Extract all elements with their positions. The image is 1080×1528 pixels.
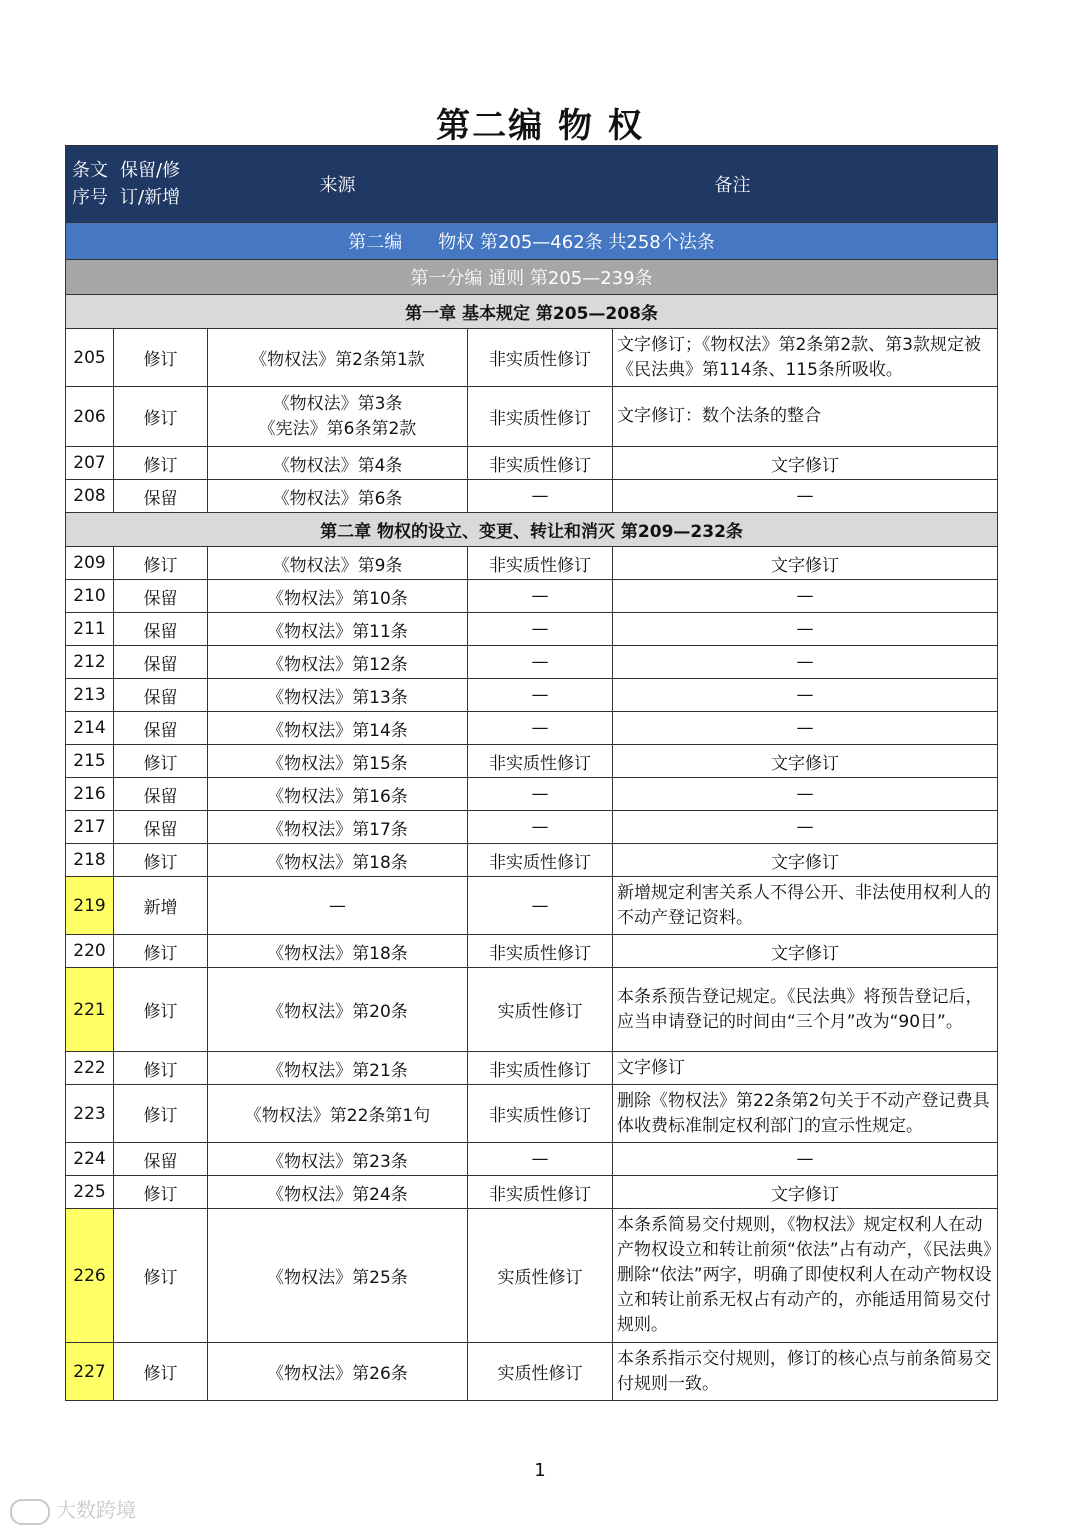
- row-num: 222: [66, 1052, 114, 1085]
- row-source: 《物权法》第11条: [208, 613, 468, 646]
- table-row: [66, 1085, 998, 1143]
- row-source: —: [208, 877, 468, 935]
- table-row: [66, 329, 998, 387]
- row-source: 《物权法》第9条: [208, 547, 468, 580]
- row-source: 《物权法》第21条: [208, 1052, 468, 1085]
- row-num: 208: [66, 480, 114, 513]
- row-source: 《物权法》第16条: [208, 778, 468, 811]
- row-status: 修订: [114, 935, 208, 968]
- row-note: 文字修订: [613, 447, 998, 480]
- row-note: 删除《物权法》第22条第2句关于不动产登记费具体收费标准制定权利部门的宣示性规定。: [613, 1085, 998, 1143]
- row-note: —: [613, 778, 998, 811]
- part-label: 第二编 物权 第205—462条 共258个法条: [66, 223, 998, 260]
- row-type: 非实质性修订: [468, 745, 613, 778]
- watermark-text: 大数跨境: [56, 1498, 136, 1522]
- row-note: 本条系预告登记规定。《民法典》将预告登记后，应当申请登记的时间由“三个月”改为“90日”。: [613, 968, 998, 1052]
- row-source: 《物权法》第6条: [208, 480, 468, 513]
- row-type: 非实质性修订: [468, 547, 613, 580]
- row-source: 《物权法》第20条: [208, 968, 468, 1052]
- row-source: [208, 387, 468, 447]
- row-status: 修订: [114, 745, 208, 778]
- row-num: 209: [66, 547, 114, 580]
- table-row: [66, 877, 998, 935]
- row-source-line: 《宪法》第6条第2款: [258, 418, 417, 439]
- row-status: 保留: [114, 613, 208, 646]
- table-row: [66, 646, 998, 679]
- row-status: 保留: [114, 811, 208, 844]
- table-row: [66, 935, 998, 968]
- row-note: —: [613, 679, 998, 712]
- row-num: 206: [66, 387, 114, 447]
- row-type: 实质性修订: [468, 1343, 613, 1401]
- row-num: 224: [66, 1143, 114, 1176]
- row-num: 214: [66, 712, 114, 745]
- row-type: 非实质性修订: [468, 447, 613, 480]
- table-row: [66, 1343, 998, 1401]
- row-status: 修订: [114, 844, 208, 877]
- row-status: 新增: [114, 877, 208, 935]
- table-row: [66, 1143, 998, 1176]
- row-status: 保留: [114, 712, 208, 745]
- chapter-label: 第一章 基本规定 第205—208条: [66, 295, 998, 329]
- row-status: 保留: [114, 646, 208, 679]
- row-note: 文字修订: [613, 547, 998, 580]
- watermark: [10, 1494, 136, 1525]
- row-num: 226: [66, 1209, 114, 1343]
- row-num: 205: [66, 329, 114, 387]
- row-type: —: [468, 613, 613, 646]
- chapter-label: 第二章 物权的设立、变更、转让和消灭 第209—232条: [66, 513, 998, 547]
- row-source: 《物权法》第10条: [208, 580, 468, 613]
- table-row: [66, 480, 998, 513]
- row-num: 213: [66, 679, 114, 712]
- row-status: 修订: [114, 1052, 208, 1085]
- page-number: 1: [534, 1460, 546, 1481]
- row-status: 修订: [114, 1085, 208, 1143]
- row-num: 207: [66, 447, 114, 480]
- row-type: 实质性修订: [468, 968, 613, 1052]
- table-row: [66, 580, 998, 613]
- row-source: 《物权法》第14条: [208, 712, 468, 745]
- row-type: 非实质性修订: [468, 1052, 613, 1085]
- row-source: 《物权法》第17条: [208, 811, 468, 844]
- header-num: 条文序号: [66, 146, 114, 223]
- table-row: [66, 1052, 998, 1085]
- table-row: [66, 844, 998, 877]
- row-status: 保留: [114, 679, 208, 712]
- row-status: 修订: [114, 547, 208, 580]
- row-note: —: [613, 580, 998, 613]
- row-num: 227: [66, 1343, 114, 1401]
- row-type: —: [468, 778, 613, 811]
- chapter-row: [66, 295, 998, 329]
- subpart-row: [66, 260, 998, 295]
- table-row: [66, 745, 998, 778]
- row-status: 保留: [114, 1143, 208, 1176]
- row-note: —: [613, 646, 998, 679]
- row-note: 文字修订: [613, 935, 998, 968]
- table-row: [66, 613, 998, 646]
- row-source-line: 《物权法》第3条: [272, 393, 403, 414]
- table-row: [66, 778, 998, 811]
- row-num: 212: [66, 646, 114, 679]
- row-type: 非实质性修订: [468, 1176, 613, 1209]
- table-row: [66, 1176, 998, 1209]
- row-source: 《物权法》第18条: [208, 844, 468, 877]
- row-num: 223: [66, 1085, 114, 1143]
- row-note: —: [613, 712, 998, 745]
- row-type: —: [468, 1143, 613, 1176]
- row-note: 文字修订: [613, 1052, 998, 1085]
- row-source: 《物权法》第23条: [208, 1143, 468, 1176]
- row-source: 《物权法》第4条: [208, 447, 468, 480]
- row-note: 新增规定利害关系人不得公开、非法使用权利人的不动产登记资料。: [613, 877, 998, 935]
- row-note: —: [613, 1143, 998, 1176]
- table-row: [66, 547, 998, 580]
- row-source: 《物权法》第25条: [208, 1209, 468, 1343]
- row-source: 《物权法》第13条: [208, 679, 468, 712]
- row-note: —: [613, 480, 998, 513]
- row-type: 非实质性修订: [468, 329, 613, 387]
- row-note: 文字修订；《物权法》第2条第2款、第3款规定被《民法典》第114条、115条所吸收。: [613, 329, 998, 387]
- row-status: 保留: [114, 778, 208, 811]
- page-title: 第二编 物 权: [436, 106, 644, 146]
- row-note: 文字修订: [613, 745, 998, 778]
- table-row: [66, 447, 998, 480]
- row-status: 修订: [114, 329, 208, 387]
- row-source: 《物权法》第2条第1款: [208, 329, 468, 387]
- row-source: 《物权法》第12条: [208, 646, 468, 679]
- table-row: [66, 811, 998, 844]
- row-type: —: [468, 877, 613, 935]
- row-source: 《物权法》第15条: [208, 745, 468, 778]
- row-num: 217: [66, 811, 114, 844]
- row-status: 保留: [114, 580, 208, 613]
- header-source: 来源: [208, 146, 468, 223]
- watermark-logo-icon: [10, 1499, 50, 1525]
- row-num: 218: [66, 844, 114, 877]
- row-status: 修订: [114, 968, 208, 1052]
- row-source: 《物权法》第26条: [208, 1343, 468, 1401]
- row-note: 本条系指示交付规则，修订的核心点与前条简易交付规则一致。: [613, 1343, 998, 1401]
- row-type: —: [468, 480, 613, 513]
- row-status: 修订: [114, 1209, 208, 1343]
- row-num: 215: [66, 745, 114, 778]
- subpart-label: 第一分编 通则 第205—239条: [66, 260, 998, 295]
- row-source: 《物权法》第24条: [208, 1176, 468, 1209]
- row-num: 225: [66, 1176, 114, 1209]
- row-note: 文字修订: [613, 844, 998, 877]
- table-row: [66, 387, 998, 447]
- row-type: 实质性修订: [468, 1209, 613, 1343]
- row-type: 非实质性修订: [468, 387, 613, 447]
- row-note: —: [613, 613, 998, 646]
- row-num: 221: [66, 968, 114, 1052]
- row-num: 220: [66, 935, 114, 968]
- row-status: 修订: [114, 1176, 208, 1209]
- header-note: 备注: [468, 146, 998, 223]
- row-num: 210: [66, 580, 114, 613]
- part-row: [66, 223, 998, 260]
- row-type: —: [468, 811, 613, 844]
- row-note: —: [613, 811, 998, 844]
- row-num: 219: [66, 877, 114, 935]
- row-type: 非实质性修订: [468, 935, 613, 968]
- row-type: —: [468, 646, 613, 679]
- row-source: 《物权法》第18条: [208, 935, 468, 968]
- row-type: 非实质性修订: [468, 844, 613, 877]
- table-row: [66, 968, 998, 1052]
- row-status: 修订: [114, 447, 208, 480]
- table-row: [66, 712, 998, 745]
- table-row: [66, 679, 998, 712]
- row-status: 修订: [114, 387, 208, 447]
- row-type: —: [468, 580, 613, 613]
- row-source: 《物权法》第22条第1句: [208, 1085, 468, 1143]
- header-row: [66, 146, 998, 223]
- row-type: —: [468, 679, 613, 712]
- header-status: 保留/修订/新增: [114, 146, 208, 223]
- row-note: 文字修订：数个法条的整合: [613, 387, 998, 447]
- row-status: 修订: [114, 1343, 208, 1401]
- chapter-row: [66, 513, 998, 547]
- row-num: 211: [66, 613, 114, 646]
- row-num: 216: [66, 778, 114, 811]
- row-note: 本条系简易交付规则，《物权法》规定权利人在动产物权设立和转让前须“依法”占有动产，《民法典》删除“依法”两字，明确了即使权利人在动产物权设立和转让前系无权占有动产的，亦能适用简易交付规则。: [613, 1209, 998, 1343]
- row-note: 文字修订: [613, 1176, 998, 1209]
- table-row: [66, 1209, 998, 1343]
- row-type: —: [468, 712, 613, 745]
- row-type: 非实质性修订: [468, 1085, 613, 1143]
- articles-table: [65, 145, 998, 1401]
- row-status: 保留: [114, 480, 208, 513]
